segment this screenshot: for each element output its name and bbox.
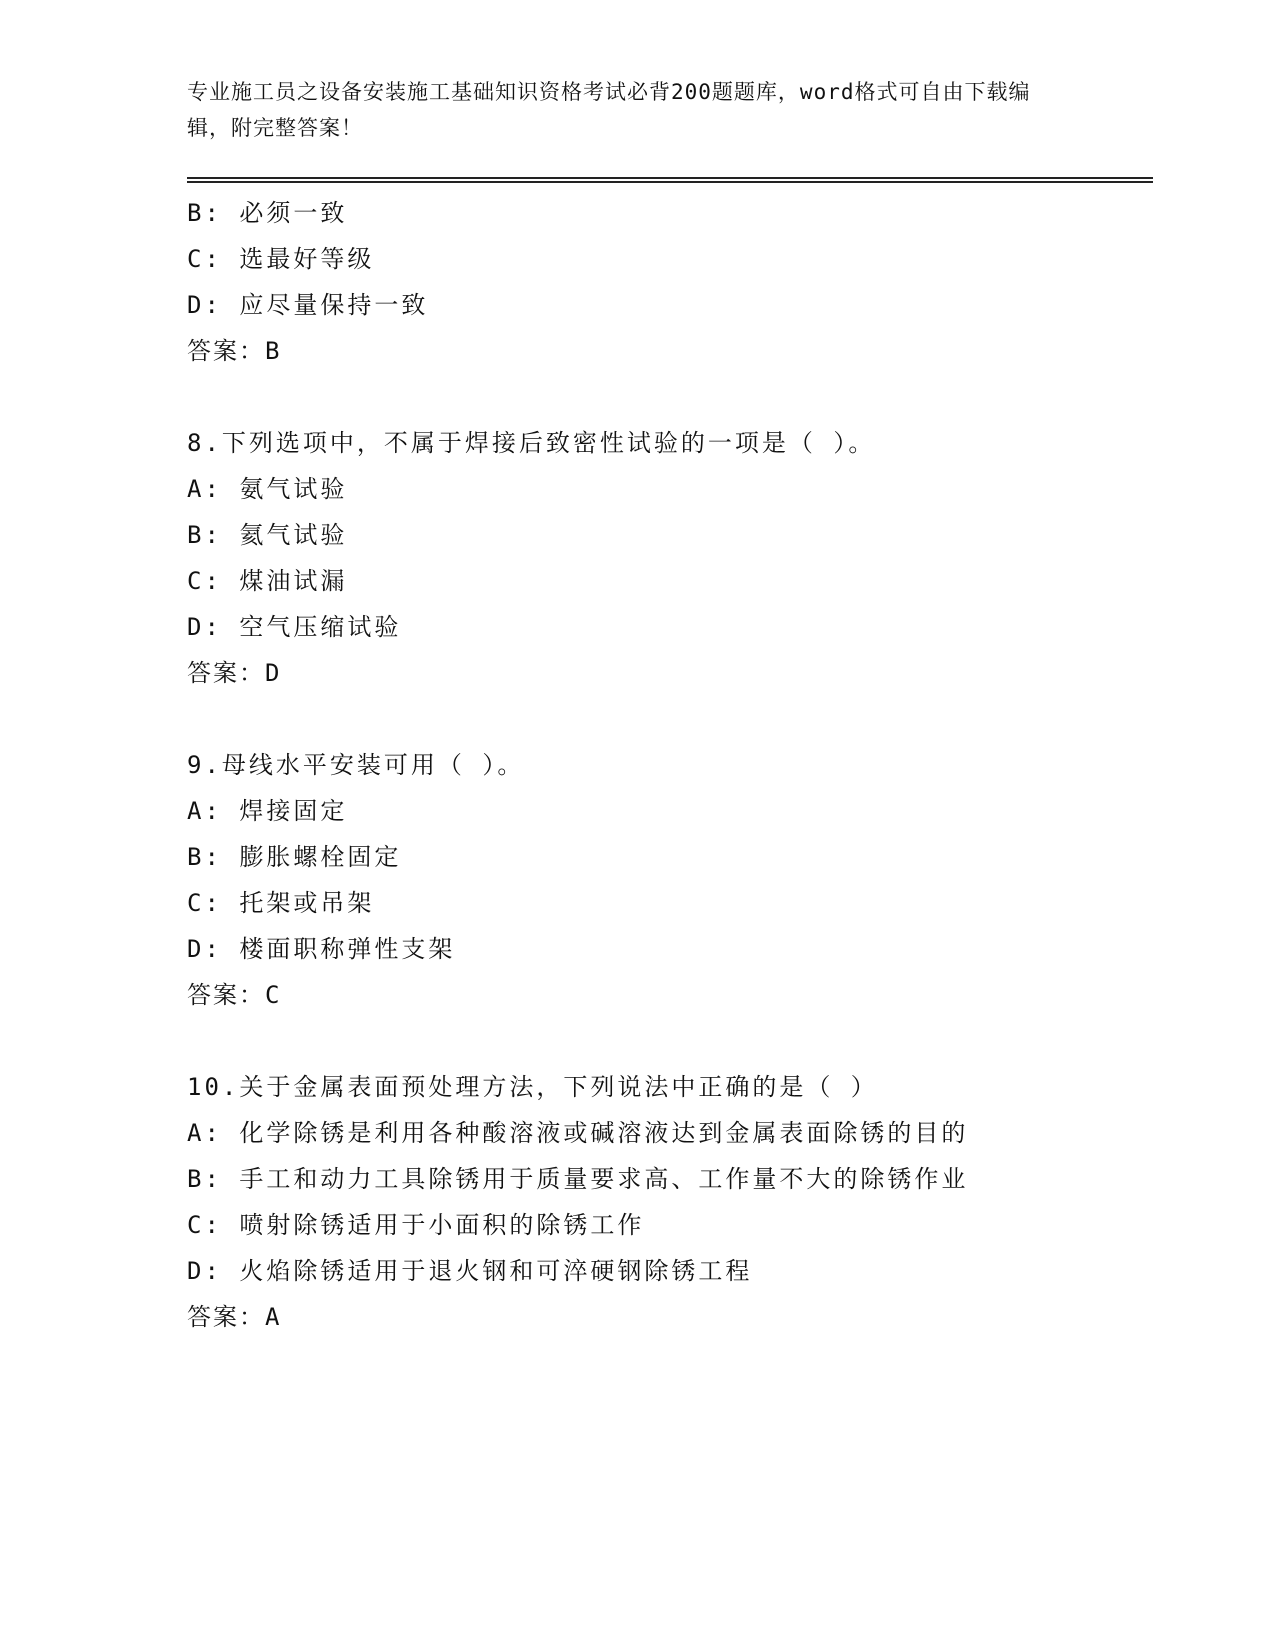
option-d: D: 应尽量保持一致 [187, 291, 429, 319]
answer [187, 328, 1147, 374]
option-c: C: 托架或吊架 [187, 889, 375, 917]
answer-label: 答案： [187, 659, 265, 687]
option-a: A: 焊接固定 [187, 797, 348, 825]
question-10: 10.关于金属表面预处理方法，下列说法中正确的是（ ） [187, 1073, 878, 1101]
option-c: C: 喷射除锈适用于小面积的除锈工作 [187, 1211, 645, 1239]
option-c: C: 煤油试漏 [187, 567, 348, 595]
answer [187, 972, 1147, 1018]
option-b: B: 手工和动力工具除锈用于质量要求高、工作量不大的除锈作业 [187, 1165, 969, 1193]
question-8: 8.下列选项中，不属于焊接后致密性试验的一项是（ ）。 [187, 429, 876, 457]
answer-label: 答案： [187, 1303, 265, 1331]
question-9: 9.母线水平安装可用（ ）。 [187, 751, 525, 779]
header-divider-line-top [187, 177, 1153, 179]
answer-label: 答案： [187, 981, 265, 1009]
spacer [187, 1018, 1147, 1064]
answer-value: D [265, 659, 282, 687]
option-a: A: 化学除锈是利用各种酸溶液或碱溶液达到金属表面除锈的目的 [187, 1119, 969, 1147]
option-d: D: 火焰除锈适用于退火钢和可淬硬钢除锈工程 [187, 1257, 753, 1285]
option-b: B: 必须一致 [187, 199, 348, 227]
question-list [187, 190, 1147, 1340]
answer-value: C [265, 981, 282, 1009]
option-b: B: 膨胀螺栓固定 [187, 843, 402, 871]
answer-value: B [265, 337, 282, 365]
option-c: C: 选最好等级 [187, 245, 375, 273]
spacer [187, 696, 1147, 742]
answer-value: A [265, 1303, 282, 1331]
option-a: A: 氨气试验 [187, 475, 348, 503]
answer-label: 答案： [187, 337, 265, 365]
spacer [187, 374, 1147, 420]
option-b: B: 氦气试验 [187, 521, 348, 549]
header-divider-line-bottom [187, 181, 1153, 183]
page-header: 专业施工员之设备安装施工基础知识资格考试必背200题题库，word格式可自由下载编辑，附完整答案！ [187, 80, 1031, 140]
header-divider [187, 177, 1153, 183]
answer [187, 1294, 1147, 1340]
option-d: D: 空气压缩试验 [187, 613, 402, 641]
answer [187, 650, 1147, 696]
option-d: D: 楼面职称弹性支架 [187, 935, 456, 963]
